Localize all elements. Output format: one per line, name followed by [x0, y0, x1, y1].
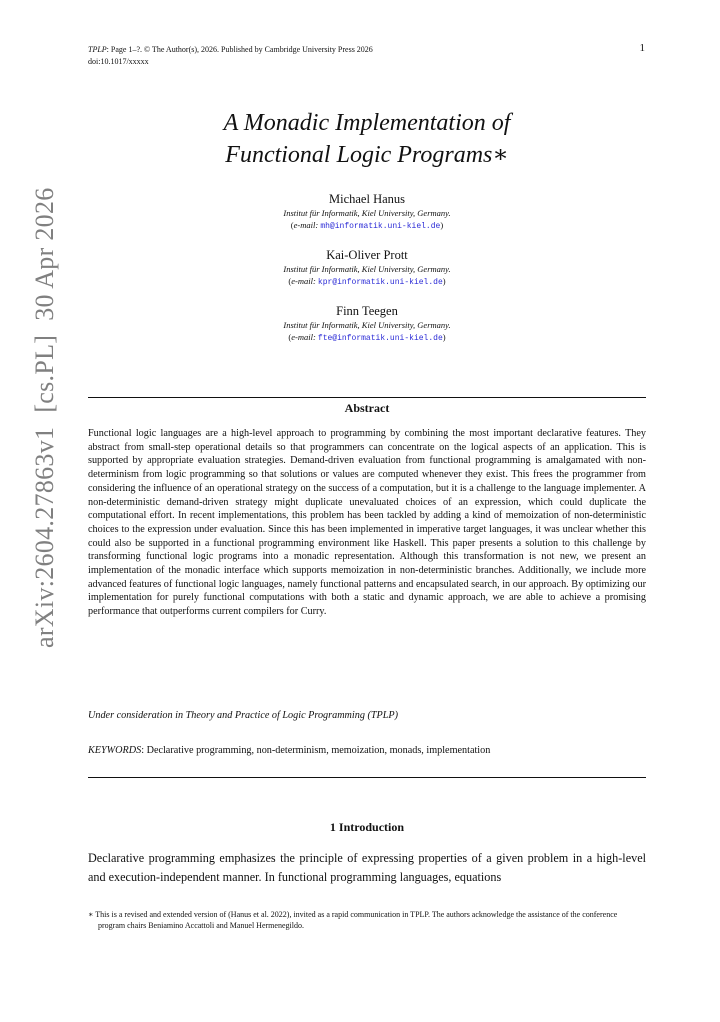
- header-citation-rest: : Page 1–?. © The Author(s), 2026. Published by Cambridge University Press 2026: [106, 45, 373, 54]
- running-header: [88, 44, 373, 68]
- paper-title: [88, 107, 646, 171]
- author-affiliation: Institut für Informatik, Kiel University, Germany.: [283, 264, 451, 274]
- journal-name: TPLP: [88, 45, 107, 54]
- keywords-label: KEYWORDS: [88, 745, 142, 756]
- email-label: e-mail:: [293, 220, 319, 230]
- abstract-heading: Abstract: [344, 401, 390, 415]
- arxiv-date: 30 Apr 2026: [30, 187, 59, 321]
- author-email-link[interactable]: kpr@informatik.uni-kiel.de: [317, 278, 443, 287]
- author-name: Finn Teegen: [336, 304, 398, 318]
- abstract-top-rule: [88, 397, 646, 398]
- email-label: e-mail:: [291, 276, 316, 286]
- author-block: [88, 303, 646, 345]
- author-email-line: (e-mail: kpr@informatik.uni-kiel.de): [288, 276, 446, 287]
- abstract-text: Functional logic languages are a high-level approach to programming by combining the most important declarative features. They abstract from small-step operational details so that programmers can concentrate on the logical aspects of an application. This is supported by appropriate evaluation strategies. Demand-driven evaluation from functional programming is amalgamated with non-determinism from logic programming so that solutions or values are computed whenever they exist. This frees the programmer from considering the influence of an operational strategy on the success of a computation, but it is a challenge to the language implementer. A non-deterministic demand-driven strategy might duplicate unevaluated choices of an expression, which could duplicate the computational effort. In recent implementations, this problem has been tackled by adding a kind of memoization of non-deterministic choices to the expression under evaluation. Since this has been implemented in imperative target languages, it was unclear whether this could also be supported in a functional programming environment like Haskell. This paper presents a solution to this challenge by transforming functional logic programs into a monadic representation. Although this transformation is not new, we present an implementation of the monadic interface which supports memoization in non-deterministic branches. Additionally, we include more advanced features of functional logic languages, namely functional patterns and encapsulated search, in our approach. By optimizing our implementation for purely functional computations with both a static and dynamic approach, we are able to achieve a promising performance that outperforms current compilers for Curry.: [88, 428, 646, 618]
- arxiv-sidebar-stamp: [30, 173, 60, 648]
- title-line-1: A Monadic Implementation of: [223, 110, 511, 136]
- header-doi: doi:10.1017/xxxxx: [88, 57, 149, 66]
- arxiv-category: [cs.PL]: [30, 334, 59, 413]
- author-affiliation: Institut für Informatik, Kiel University, Germany.: [283, 320, 451, 330]
- header-citation-line: [88, 44, 373, 56]
- section-body-text: Declarative programming emphasizes the principle of expressing properties of a given problem in a high-level and execution-independent manner. In functional programming languages, equations: [88, 851, 646, 884]
- page-number: 1: [639, 42, 645, 54]
- footnote-text: ∗ This is a revised and extended version of (Hanus et al. 2022), invited as a rapid communication in TPLP. The authors acknowledge the assistance of the conference program chairs Beniamino Accattoli and Manuel Hermenegildo.: [88, 910, 618, 930]
- email-label: e-mail:: [291, 332, 316, 342]
- title-line-2: Functional Logic Programs∗: [225, 142, 509, 168]
- section-heading: 1 Introduction: [329, 820, 405, 834]
- author-block: [88, 191, 646, 233]
- footnote: [88, 909, 646, 931]
- author-affiliation: Institut für Informatik, Kiel University, Germany.: [283, 208, 451, 218]
- consideration-note: Under consideration in Theory and Practice of Logic Programming (TPLP): [88, 710, 399, 721]
- author-name: Michael Hanus: [328, 192, 406, 206]
- author-email-line: (e-mail: mh@informatik.uni-kiel.de): [290, 220, 444, 231]
- keywords-text: : Declarative programming, non-determinism, memoization, monads, implementation: [141, 745, 491, 756]
- author-name: Kai-Oliver Prott: [326, 248, 408, 262]
- author-email-link[interactable]: mh@informatik.uni-kiel.de: [320, 222, 441, 231]
- author-email-line: (e-mail: fte@informatik.uni-kiel.de): [288, 332, 446, 343]
- author-block: [88, 247, 646, 289]
- arxiv-id: arXiv:2604.27863v1: [30, 426, 59, 648]
- author-email-link[interactable]: fte@informatik.uni-kiel.de: [317, 334, 443, 343]
- keywords-line: [88, 745, 490, 756]
- abstract-bottom-rule: [88, 777, 646, 778]
